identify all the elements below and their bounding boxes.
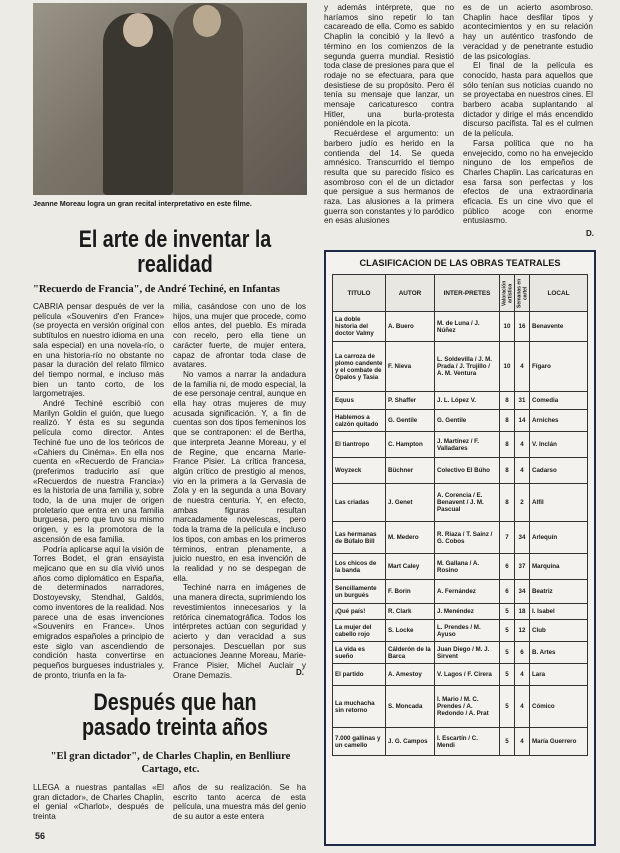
cell-autor: F. Nieva [386, 342, 435, 392]
header-local: LOCAL [530, 275, 588, 312]
cell-interpretes: L. Soldevilla / J. M. Prada / J. Trujillo / A. M. Ventura [435, 342, 500, 392]
cell-autor: Mart Caley [386, 554, 435, 580]
cell-autor: F. Borin [386, 580, 435, 604]
table-row [333, 686, 588, 728]
cell-semanas: 14 [515, 410, 530, 432]
classification-table [332, 274, 588, 756]
cell-autor: J. Genet [386, 484, 435, 522]
cell-valoracion: 5 [500, 686, 515, 728]
table-row [333, 458, 588, 484]
article2-col2 [173, 783, 306, 822]
cell-interpretes: A. Fernández [435, 580, 500, 604]
cell-semanas: 2 [515, 484, 530, 522]
cell-interpretes: Juan Diego / M. J. Sirvent [435, 642, 500, 664]
head-woman [123, 13, 153, 47]
cell-local: V. Inclán [530, 432, 588, 458]
film-still-photo [33, 3, 307, 195]
article1-signature: D. [296, 668, 304, 677]
article3-col1 [324, 3, 454, 226]
cell-titulo: La vida es sueño [333, 642, 386, 664]
photo-caption: Jeanne Moreau logra un gran recital interpretativo en este filme. [33, 199, 252, 208]
article1-col2 [173, 302, 306, 680]
head-man [193, 5, 221, 37]
page-number: 56 [35, 831, 46, 841]
cell-titulo: Woyzeck [333, 458, 386, 484]
cell-local: Comedia [530, 392, 588, 410]
cell-semanas: 4 [515, 458, 530, 484]
article3-col1-p1: y además intérprete, que no haríamos sino repetir lo tan cacareado de ella. Como es sabido Chaplin la concibió y la llevó a término en los comienzos de la segunda guerra mundial. Resistió toda clase de presiones para que el rodaje no se efectuara, para que desistiese de su propósito. Pero él tenía su mensaje que lanzar, un mensaje caricaturesco contra Hitler, una burla-protesta poniéndole en la picota. [324, 3, 454, 129]
article1-subtitle: "Recuerdo de Francia", de André Techiné, en Infantas [33, 284, 280, 295]
article2-title: Después que han pasado treinta años [82, 689, 268, 741]
cell-local: Lara [530, 664, 588, 686]
table-row [333, 604, 588, 620]
table-row [333, 432, 588, 458]
cell-semanas: 16 [515, 312, 530, 342]
cell-valoracion: 8 [500, 392, 515, 410]
cell-valoracion: 8 [500, 410, 515, 432]
cell-titulo: La doble historia del doctor Valmy [333, 312, 386, 342]
cell-semanas: 31 [515, 392, 530, 410]
cell-valoracion: 5 [500, 664, 515, 686]
cell-autor: G. Gentile [386, 410, 435, 432]
cell-autor: R. Clark [386, 604, 435, 620]
cell-autor: Cálderón de la Barca [386, 642, 435, 664]
cell-valoracion: 5 [500, 642, 515, 664]
table-row [333, 410, 588, 432]
cell-local: Benavente [530, 312, 588, 342]
cell-valoracion: 10 [500, 312, 515, 342]
article1-col1 [33, 302, 164, 680]
article3-col2-p1: es de un acierto asombroso. Chaplin hace desfilar tipos y acontecimientos y en su relación hay un auténtico trasfondo de veracidad y de penetrante estudio de las psicologías. [463, 3, 593, 61]
cell-autor: Büchner [386, 458, 435, 484]
cell-titulo: El partido [333, 664, 386, 686]
table-row [333, 522, 588, 554]
cell-semanas: 6 [515, 642, 530, 664]
cell-valoracion: 5 [500, 620, 515, 642]
cell-titulo: 7.000 gallinas y un camello [333, 728, 386, 756]
cell-autor: S. Moncada [386, 686, 435, 728]
article3-col2-p3: Farsa política que no ha envejecido, como no ha envejecido ninguno de los empeños de Charles Chaplin. Las caricaturas en esa farsa son perfectas y los efectos de una extraordinaria eficacia. Es un cine vivo que el público acoge con enorme entusiasmo. [463, 138, 593, 226]
table-row [333, 342, 588, 392]
cell-autor: P. Shaffer [386, 392, 435, 410]
table-row [333, 728, 588, 756]
cell-autor: S. Locke [386, 620, 435, 642]
cell-semanas: 4 [515, 432, 530, 458]
cell-autor: C. Hampton [386, 432, 435, 458]
cell-semanas: 34 [515, 522, 530, 554]
table-title: CLASIFICACION DE LAS OBRAS TEATRALES [359, 258, 561, 268]
article1-title: El arte de inventar la realidad [78, 226, 272, 278]
article1-col1-p3: Podría aplicarse aquí la visión de Torres Bodet, el gran ensayista mejicano que en su día vivió unos años como diplomático en España, de determinados narradores, Dostoyevsky, Stendhal, Galdós, como inventores de la realidad. Nos parece una de esas invenciones «Souvenirs en France». Unos emigrados españoles a principio de este siglo van ascendiendo de condición hasta convertirse en pequeños burgueses industriales y, de pronto, triunfa en la fa- [33, 544, 164, 680]
cell-local: B. Artes [530, 642, 588, 664]
cell-local: Arniches [530, 410, 588, 432]
header-valoracion: Valoración artística [500, 275, 515, 312]
cell-interpretes: J. Menéndez [435, 604, 500, 620]
article2-col1 [33, 783, 164, 822]
article3-signature: D. [586, 229, 594, 238]
cell-titulo: Equus [333, 392, 386, 410]
cell-interpretes: I. Mario / M. C. Prendes / A. Redondo / A. Prat [435, 686, 500, 728]
cell-semanas: 4 [515, 686, 530, 728]
table-row [333, 484, 588, 522]
cell-titulo: Hablemos a calzón quitado [333, 410, 386, 432]
cell-interpretes: Colectivo El Búho [435, 458, 500, 484]
article2-col1-p1: LLEGA a nuestras pantallas «El gran dictador», de Charles Chaplin, el genial «Charlot», después de treinta [33, 783, 164, 822]
cell-semanas: 4 [515, 664, 530, 686]
cell-titulo: Las hermanas de Búfalo Bill [333, 522, 386, 554]
cell-titulo: ¡Qué país! [333, 604, 386, 620]
cell-autor: J. G. Campos [386, 728, 435, 756]
cell-local: Cómico [530, 686, 588, 728]
cell-semanas: 4 [515, 342, 530, 392]
table-row [333, 664, 588, 686]
cell-interpretes: J. Martínez / F. Valladares [435, 432, 500, 458]
cell-interpretes: V. Lagos / F. Cirera [435, 664, 500, 686]
cell-autor: A. Buero [386, 312, 435, 342]
table-row [333, 620, 588, 642]
cell-semanas: 12 [515, 620, 530, 642]
article2-subtitle: "El gran dictador", de Charles Chaplin, en Benlliure Cartago, etc. [50, 751, 291, 775]
cell-semanas: 4 [515, 728, 530, 756]
cell-interpretes: A. Corencia / E. Benavent / J. M. Pascual [435, 484, 500, 522]
cell-semanas: 37 [515, 554, 530, 580]
cell-semanas: 18 [515, 604, 530, 620]
cell-autor: M. Medero [386, 522, 435, 554]
header-titulo: TITULO [333, 275, 386, 312]
article2-col2-p1: años de su realización. Se ha escrito tanto acerca de esta película, una muestra más del genio de su autor a este entera [173, 783, 306, 822]
cell-titulo: Las criadas [333, 484, 386, 522]
cell-local: Arlequín [530, 522, 588, 554]
theatre-classification-box [324, 250, 596, 846]
article1-col2-p1: milia, casándose con uno de los hijos, una mujer que procede, como ellos antes, del pueblo. Es mirada con recelo, pero ella tiene un carácter fuerte, de mujer entera, capaz de afrontar toda clase de avatares. [173, 302, 306, 370]
cell-local: Fígaro [530, 342, 588, 392]
cell-valoracion: 8 [500, 458, 515, 484]
cell-valoracion: 8 [500, 484, 515, 522]
cell-local: María Guerrero [530, 728, 588, 756]
table-row [333, 392, 588, 410]
cell-valoracion: 5 [500, 604, 515, 620]
table-row [333, 642, 588, 664]
cell-titulo: La carroza de plomo candente y el combate de Opalos y Tasia [333, 342, 386, 392]
cell-interpretes: J. L. López V. [435, 392, 500, 410]
cell-valoracion: 5 [500, 728, 515, 756]
cell-interpretes: G. Gentile [435, 410, 500, 432]
table-row [333, 580, 588, 604]
cell-valoracion: 8 [500, 432, 515, 458]
cell-interpretes: M. de Luna / J. Núñez [435, 312, 500, 342]
article3-col2 [463, 3, 593, 226]
article3-col2-p2: El final de la película es conocido, hasta para aquellos que sólo tenían sus noticias cuando no se proyectaba en nuestros cines. El barbero acaba suplantando al dictador y dirige el más encendido discurso pacifista. Tal es el culmen de la película. [463, 61, 593, 139]
article1-col1-p1: CABRIA pensar después de ver la película «Souvenirs d'en France» (se proyecta en versión original con subtítulos en nuestro idioma en una sala especial) en una novela-río, o en una historia-río no obstante no pasar la duración del relato fílmico del tiempo normal, e incluso más bien un tanto corto, de los largometrajes. [33, 302, 164, 399]
cell-valoracion: 7 [500, 522, 515, 554]
cell-interpretes: I. Escartín / C. Mendi [435, 728, 500, 756]
cell-local: Club [530, 620, 588, 642]
cell-local: Beatriz [530, 580, 588, 604]
cell-valoracion: 6 [500, 554, 515, 580]
cell-local: Marquina [530, 554, 588, 580]
article1-col2-p3: Techiné narra en imágenes de una manera directa, suprimiendo los revestimientos innecesarios y la retórica cinematográfica. Todos los intérpretes actúan con seguridad y acierto y dan veracidad a sus personajes. Descuellan por sus actuaciones Jeanne Moreau, Marie-France Pisier, Michel Auclair y Orane Demazis. [173, 583, 306, 680]
article1-col2-p2: No vamos a narrar la andadura de la familia ni, de modo especial, la de ese personaje central, aunque en ella hay otras mujeres de muy acusada significación. Y, a fin de cuentas son dos tipos femeninos los que se contraponen: el de Bertha, que interpreta Jeanne Moreau, y el de Regine, que encarna Marie-France Pisier. La crítica francesa, algún crítico de prestigio al menos, vio en la primera a la Gervasia de Zola y en la segunda a una Bovary de nuestra centuria. Y, en efecto, ambas figuras resultan marcadamente novelescas, pero toda la trama de la película e incluso los tipos, con ambas en los primeros términos, entran plenamente, a juicio nuestro, en esa invención de la realidad y no se despegan de ella. [173, 369, 306, 583]
cell-interpretes: L. Prendes / M. Ayuso [435, 620, 500, 642]
cell-autor: A. Amestoy [386, 664, 435, 686]
cell-interpretes: R. Riaza / T. Sainz / G. Cobos [435, 522, 500, 554]
article1-col1-p2: André Techiné escribió con Marilyn Goldin el guión, que luego realizó. Y ésta es su segunda película como director. Antes Techiné fue uno de los teóricos de «Cahiers du Cinéma». En ella nos cuenta en «Recuerdo de Francia» (preferimos traducirlo así que «Recuerdos de nuestra Francia») es la historia de una familia y, sobre todo, la de una mujer de origen proletario que entra en una familia burguesa, pero que tuvo su mismo origen, y es la promotora de la ascensión de esa familia. [33, 399, 164, 544]
header-autor: AUTOR [386, 275, 435, 312]
table-row [333, 312, 588, 342]
cell-valoracion: 6 [500, 580, 515, 604]
cell-semanas: 34 [515, 580, 530, 604]
cell-interpretes: M. Gallana / A. Rosino [435, 554, 500, 580]
table-row [333, 554, 588, 580]
header-interpretes: INTER-PRETES [435, 275, 500, 312]
header-semanas: Semanas en cartel [515, 275, 530, 312]
cell-valoracion: 10 [500, 342, 515, 392]
cell-titulo: La muchacha sin retorno [333, 686, 386, 728]
cell-titulo: El tiantropo [333, 432, 386, 458]
cell-titulo: Los chicos de la banda [333, 554, 386, 580]
table-header-row [333, 275, 588, 312]
cell-titulo: Sencillamente un burgués [333, 580, 386, 604]
cell-local: Cadarso [530, 458, 588, 484]
cell-local: Alfil [530, 484, 588, 522]
cell-local: I. Isabel [530, 604, 588, 620]
cell-titulo: La mujer del cabello rojo [333, 620, 386, 642]
article3-col1-p2: Recuérdese el argumento: un barbero judío es herido en la contienda del 14. Se queda amnésico. Transcurrido el tiempo resulta que su parecido físico es asombroso con el de un dictador que persigue a sus hermanos de raza. Las alusiones a la primera guerra son constantes y lo paródico en esas alusiones [324, 129, 454, 226]
